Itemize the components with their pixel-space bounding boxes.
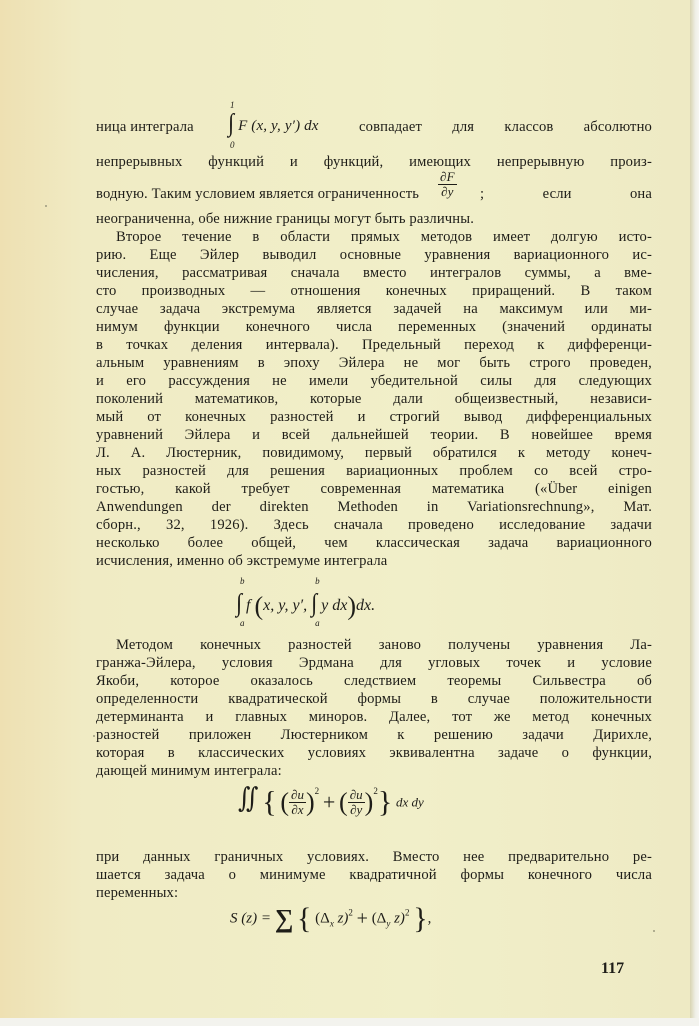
page-edge-bottom <box>0 1018 699 1026</box>
inner-integral-sign: ∫ <box>311 588 318 617</box>
text-line: случае задача экстремума является задачей на максимум или ми- <box>96 301 652 317</box>
fraction-numerator: ∂F <box>440 169 455 184</box>
text-line: рию. Еще Эйлер выводил основные уравнения вариационного ис- <box>96 247 652 263</box>
inner-integrand: y dx <box>321 597 348 614</box>
left-brace: { <box>297 902 312 935</box>
text-line: при данных граничных условиях. Вместо нее предварительно ре- <box>96 849 652 865</box>
plus-sign: + <box>322 789 336 815</box>
text-line: поколений математиков, которые дали общеизвестный, независи- <box>96 391 652 407</box>
integral-upper-limit: 1 <box>230 100 235 110</box>
text-line: Anwendungen der direkten Methoden in Variationsrechnung», Мат. <box>96 499 652 515</box>
text-line: числения, рассматривая сначала вместо интегралов суммы, а вме- <box>96 265 652 281</box>
partial-derivative-fraction <box>438 170 457 199</box>
page-number: 117 <box>601 960 625 977</box>
integral-sign: ∫ <box>228 108 235 137</box>
text-line: ных разностей для решения вариационных проблем со всей стро- <box>96 463 652 479</box>
delta-term: (Δ <box>371 910 387 927</box>
text-line: детерминанта и главных миноров. Далее, тот же метод конечных <box>96 709 652 725</box>
right-paren: ) <box>364 787 374 817</box>
outer-integral-sign: ∫ <box>236 588 243 617</box>
right-brace: } <box>377 785 393 819</box>
text-line: гранжа-Эйлера, условия Эрдмана для угловых точек и условие <box>96 655 652 671</box>
delta-subscript: x <box>329 918 334 929</box>
left-paren: ( <box>280 787 290 817</box>
inline-integral-formula <box>228 100 319 150</box>
delta-variable: z) <box>337 910 349 927</box>
inner-integral-lower-limit: a <box>315 618 320 628</box>
paper-speck <box>93 735 95 737</box>
text-line: сто производных — отношения конечных приращений. В таком <box>96 283 652 299</box>
text-line: определенности квадратической формы в случае положительности <box>96 691 652 707</box>
formula-dirichlet-integral <box>238 784 424 820</box>
function-arguments: x, y, y′, <box>263 597 308 614</box>
text-line: водную. Таким условием является ограниченность <box>96 186 420 202</box>
text-line: ; если она <box>480 186 652 202</box>
formula-quadratic-sum <box>230 902 431 936</box>
plus-sign: + <box>356 907 368 930</box>
text-line: гостью, какой требует современная математика («Über einigen <box>96 481 652 497</box>
fraction-denominator: ∂y <box>350 802 363 818</box>
summation-sign: ∑ <box>274 904 294 933</box>
delta-subscript: y <box>386 918 391 929</box>
right-paren: ) <box>347 591 356 621</box>
left-paren: ( <box>254 591 264 621</box>
text-line: непрерывных функций и функций, имеющих непрерывную произ- <box>96 154 652 170</box>
text-line: Л. А. Люстерник, повидимому, первый обратился к методу конеч- <box>96 445 652 461</box>
text-line: разностей приложен Люстерником к решению задачи Дирихле, <box>96 727 652 743</box>
right-paren: ) <box>305 787 315 817</box>
left-paren: ( <box>339 787 348 817</box>
outer-integral-upper-limit: b <box>240 576 245 586</box>
text-line: Второе течение в области прямых методов имеет долгую исто- <box>116 229 652 245</box>
fraction-numerator: ∂u <box>291 787 304 803</box>
paper-speck <box>45 205 47 207</box>
text-line: в точках деления интервала). Предельный переход к дифференци- <box>96 337 652 353</box>
fraction-denominator: ∂x <box>291 802 304 818</box>
text-line: уравнений Эйлера и всей дальнейшей теории. В новейшее время <box>96 427 652 443</box>
delta-term: (Δ <box>315 910 330 927</box>
sum-lhs: S (z) = <box>230 910 271 927</box>
delta-variable: z) <box>394 910 405 927</box>
text-line: Методом конечных разностей заново получены уравнения Ла- <box>116 637 652 653</box>
text-line: дающей минимум интеграла: <box>96 763 282 779</box>
paper-speck <box>653 930 655 932</box>
double-integral-sign: ∬ <box>238 784 259 815</box>
exponent: 2 <box>348 907 353 918</box>
text-line: мый от конечных разностей и строгий вывод дифференциальных <box>96 409 652 425</box>
text-line: Якоби, которое оказалось следствием теоремы Сильвестра об <box>96 673 652 689</box>
left-brace: { <box>262 785 277 819</box>
exponent: 2 <box>404 907 410 918</box>
inner-integral-upper-limit: b <box>315 576 320 586</box>
page-edge-right <box>690 0 699 1026</box>
text-line: шается задача о минимуме квадратичной формы конечного числа <box>96 867 652 883</box>
outer-integral-lower-limit: a <box>240 618 245 628</box>
text-line: переменных: <box>96 885 179 901</box>
differential: dx. <box>355 597 376 614</box>
text-line: несколько более общей, чем классическая задача вариационного <box>96 535 652 551</box>
formula-extremum-integral <box>236 576 376 628</box>
text-line: неограниченна, обе нижние границы могут быть различны. <box>96 211 475 227</box>
integrand-function: f <box>246 597 251 614</box>
text-line: нимум функции конечного числа переменных (значений ординаты <box>96 319 652 335</box>
right-brace: } <box>413 902 428 935</box>
text-line: исчисления, именно об экстремуме интеграла <box>96 553 388 569</box>
integrand: F (x, y, y′) dx <box>238 118 319 134</box>
exponent: 2 <box>373 786 378 796</box>
text-line: совпадает для классов абсолютно <box>359 119 652 135</box>
formula-comma: , <box>427 910 432 927</box>
fraction-denominator: ∂y <box>441 184 454 199</box>
text-fragment: ница интеграла <box>96 119 194 135</box>
text-line: и его рассуждения не имели убедительной силы для следующих <box>96 373 652 389</box>
text-line: альным уравнениям в эпоху Эйлера не мог быть строго проведен, <box>96 355 652 371</box>
exponent: 2 <box>314 786 320 796</box>
text-line: сборн., 32, 1926). Здесь сначала проведено исследование задачи <box>96 517 652 533</box>
fraction-numerator: ∂u <box>349 787 363 803</box>
integral-lower-limit: 0 <box>230 140 235 150</box>
text-line: которая в классических условиях эквивалентна задаче о функции, <box>96 745 652 761</box>
differential: dx dy <box>395 794 424 810</box>
